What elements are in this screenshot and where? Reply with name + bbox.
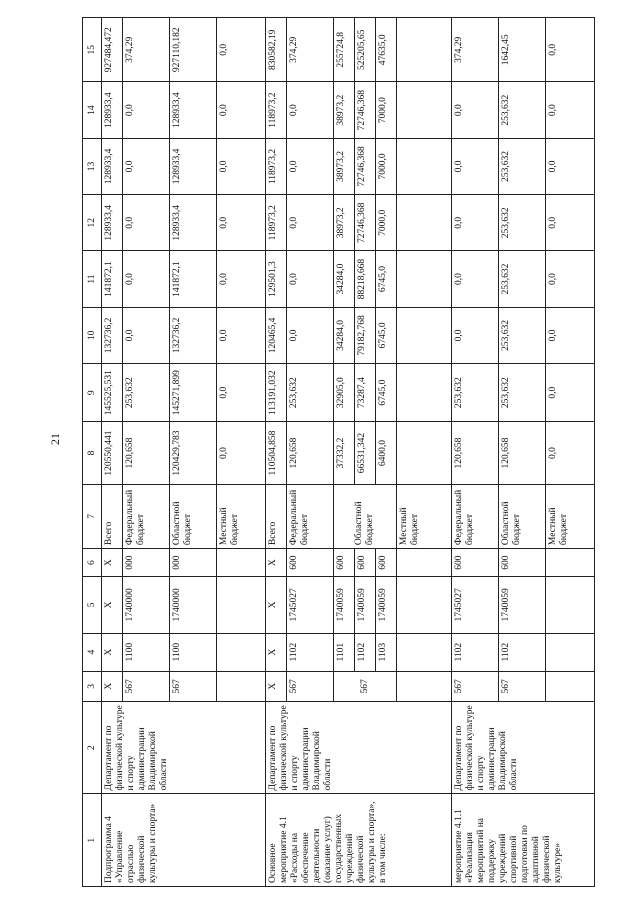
table-cell: 0,0 [217, 307, 266, 363]
table-cell: 0,0 [123, 307, 170, 363]
table-cell: 73287,4 [355, 364, 376, 422]
table-cell: 141872,1 [102, 251, 123, 307]
table-cell: 253,632 [499, 195, 546, 251]
table-cell: Местный бюджет [217, 484, 266, 548]
table-cell: 88218,668 [355, 251, 376, 307]
table-cell: 1103 [376, 633, 397, 671]
table-cell: 1740059 [499, 577, 546, 633]
program-name: мероприятие 4.1.1 «Реализация мероприятий на поддержку учреждений спортивной подготовки по адаптивной физической культуре» [452, 794, 595, 887]
table-cell [217, 633, 266, 671]
table-cell: 79182,768 [355, 307, 376, 363]
department-name: Департамент по физической культуре и спорту администрации Владимирской области [102, 701, 266, 794]
table-cell: 120,658 [499, 422, 546, 484]
table-cell: 6400,0 [376, 422, 397, 484]
table-cell: 0,0 [546, 138, 595, 194]
table-cell: 0,0 [546, 82, 595, 138]
rotated-table-wrapper [82, 17, 622, 887]
table-cell: 0,0 [546, 422, 595, 484]
table-cell: 132736,2 [170, 307, 217, 363]
table-cell: 1740059 [355, 577, 376, 633]
table-cell: 0,0 [123, 195, 170, 251]
table-cell: 118973,2 [266, 82, 287, 138]
table-cell: 72746,368 [355, 82, 376, 138]
header-cell: 2 [83, 701, 102, 794]
table-cell: 7000,0 [376, 138, 397, 194]
table-cell: 128933,4 [102, 82, 123, 138]
table-cell: 34284,0 [334, 251, 355, 307]
table-cell: 128933,4 [170, 195, 217, 251]
table-cell [397, 364, 452, 422]
table-cell: 374,29 [123, 18, 170, 82]
table-cell: 120465,4 [266, 307, 287, 363]
table-cell: 6745,0 [376, 364, 397, 422]
table-cell: 132736,2 [102, 307, 123, 363]
table-cell: 6745,0 [376, 251, 397, 307]
table-cell [546, 671, 595, 701]
table-cell: 128933,4 [170, 138, 217, 194]
table-cell [397, 577, 452, 633]
table-cell: 567 [170, 671, 217, 701]
table-cell: 253,632 [499, 307, 546, 363]
table-cell: 253,632 [499, 251, 546, 307]
table-cell: 253,632 [123, 364, 170, 422]
table-cell: 1101 [334, 633, 355, 671]
program-name: Основное мероприятие 4.1 «Расходы на обеспечение деятельности (оказание услуг) государственных учреждений физической культуры и спорта», в том числе: [266, 794, 452, 887]
header-cell: 12 [83, 195, 102, 251]
table-cell: 253,632 [499, 138, 546, 194]
header-cell: 15 [83, 18, 102, 82]
table-cell: 567 [123, 671, 170, 701]
table-cell: 145271,899 [170, 364, 217, 422]
table-cell: X [266, 671, 287, 701]
table-cell: X [102, 549, 123, 577]
table-cell: 0,0 [217, 138, 266, 194]
table-cell: 38973,2 [334, 138, 355, 194]
table-cell: 0,0 [546, 18, 595, 82]
table-cell: 000 [170, 549, 217, 577]
table-cell [546, 577, 595, 633]
table-cell: 0,0 [452, 82, 499, 138]
table-cell: Областной бюджет [334, 484, 397, 548]
table-cell [397, 251, 452, 307]
header-cell: 11 [83, 251, 102, 307]
table-cell: 6745,0 [376, 307, 397, 363]
table-cell: 72746,368 [355, 138, 376, 194]
table-cell: Областной бюджет [499, 484, 546, 548]
table-cell: 0,0 [217, 251, 266, 307]
table-cell: 110504,858 [266, 422, 287, 484]
table-cell: 128933,4 [102, 195, 123, 251]
table-cell: 0,0 [546, 364, 595, 422]
table-cell: 600 [499, 549, 546, 577]
table-cell: 1745027 [452, 577, 499, 633]
table-cell: 600 [355, 549, 376, 577]
page-number: 21 [48, 433, 62, 445]
header-cell: 8 [83, 422, 102, 484]
table-cell: 1100 [170, 633, 217, 671]
table-cell: 120,658 [123, 422, 170, 484]
table-cell: 255724,8 [334, 18, 355, 82]
table-cell: X [266, 633, 287, 671]
table-cell: 0,0 [287, 82, 334, 138]
table-cell: 1102 [499, 633, 546, 671]
table-cell: 37332,2 [334, 422, 355, 484]
table-cell: 120,658 [287, 422, 334, 484]
table-cell: 0,0 [546, 307, 595, 363]
header-cell: 1 [83, 794, 102, 887]
table-cell: 113191,032 [266, 364, 287, 422]
table-cell [546, 633, 595, 671]
table-cell [546, 549, 595, 577]
table-cell: 0,0 [217, 364, 266, 422]
table-cell: 1740059 [376, 577, 397, 633]
table-cell: Всего [266, 484, 287, 548]
table-cell [217, 549, 266, 577]
table-cell: 1102 [287, 633, 334, 671]
table-cell: 0,0 [452, 251, 499, 307]
table-cell: 118973,2 [266, 195, 287, 251]
table-cell: 0,0 [217, 195, 266, 251]
table-cell: 927110,182 [170, 18, 217, 82]
table-cell: 38973,2 [334, 195, 355, 251]
table-cell: X [102, 577, 123, 633]
header-cell: 4 [83, 633, 102, 671]
table-cell [397, 138, 452, 194]
table-cell: X [102, 633, 123, 671]
table-cell: 1740059 [334, 577, 355, 633]
table-cell: 830582,19 [266, 18, 287, 82]
table-cell [397, 195, 452, 251]
budget-table [82, 17, 595, 887]
table-cell: 0,0 [452, 138, 499, 194]
table-cell: X [102, 671, 123, 701]
table-cell: 1740000 [123, 577, 170, 633]
table-cell: 600 [376, 549, 397, 577]
table-cell: 7000,0 [376, 82, 397, 138]
table-cell [217, 577, 266, 633]
header-cell: 14 [83, 82, 102, 138]
table-cell: 0,0 [452, 195, 499, 251]
table-cell: 72746,368 [355, 195, 376, 251]
table-row [102, 18, 123, 887]
table-row [452, 18, 499, 887]
table-cell: 253,632 [287, 364, 334, 422]
program-name: Подпрограмма 4 «Управление отраслью физической культуры и спорта» [102, 794, 266, 887]
table-cell: 0,0 [217, 422, 266, 484]
table-cell: 1642,45 [499, 18, 546, 82]
table-cell: 7000,0 [376, 195, 397, 251]
table-cell [397, 422, 452, 484]
table-cell: 525205,65 [355, 18, 376, 82]
table-cell: 38973,2 [334, 82, 355, 138]
table-cell: 120429,783 [170, 422, 217, 484]
table-cell: X [266, 577, 287, 633]
table-cell: 0,0 [287, 307, 334, 363]
table-cell: 0,0 [287, 195, 334, 251]
table-cell [397, 633, 452, 671]
table-cell [397, 82, 452, 138]
table-cell: 600 [287, 549, 334, 577]
table-cell: Федеральный бюджет [452, 484, 499, 548]
header-cell: 10 [83, 307, 102, 363]
header-cell: 3 [83, 671, 102, 701]
table-cell: 0,0 [546, 251, 595, 307]
table-cell: 253,632 [452, 364, 499, 422]
table-cell: 0,0 [546, 195, 595, 251]
table-cell: 0,0 [123, 138, 170, 194]
table-cell: Областной бюджет [170, 484, 217, 548]
table-cell: 567 [499, 671, 546, 701]
table-cell: 34284,0 [334, 307, 355, 363]
table-cell [397, 307, 452, 363]
table-cell: 567 [334, 671, 397, 701]
table-cell: 118973,2 [266, 138, 287, 194]
table-cell: 600 [452, 549, 499, 577]
table-cell: 1102 [452, 633, 499, 671]
table-cell: 141872,1 [170, 251, 217, 307]
table-cell: 128933,4 [102, 138, 123, 194]
table-cell: 0,0 [123, 251, 170, 307]
table-cell: 1102 [355, 633, 376, 671]
table-row [266, 18, 287, 887]
header-cell: 13 [83, 138, 102, 194]
table-cell: 129501,3 [266, 251, 287, 307]
table-cell: Всего [102, 484, 123, 548]
table-cell: 253,632 [499, 364, 546, 422]
table-cell: 120,658 [452, 422, 499, 484]
header-cell: 7 [83, 484, 102, 548]
header-cell: 5 [83, 577, 102, 633]
table-cell: 927484,472 [102, 18, 123, 82]
table-cell: 567 [452, 671, 499, 701]
table-cell: 0,0 [287, 251, 334, 307]
table-cell [397, 549, 452, 577]
table-cell: 47635,0 [376, 18, 397, 82]
table-cell: 374,29 [452, 18, 499, 82]
header-cell: 9 [83, 364, 102, 422]
table-cell: Местный бюджет [397, 484, 452, 548]
table-cell: 567 [287, 671, 334, 701]
table-cell: Местный бюджет [546, 484, 595, 548]
table-cell: 253,632 [499, 82, 546, 138]
table-cell: 128933,4 [170, 82, 217, 138]
department-name: Департамент по физической культуре и спорту администрации Владимирской области [266, 701, 452, 794]
header-cell: 6 [83, 549, 102, 577]
table-cell: 66531,342 [355, 422, 376, 484]
table-cell: 600 [334, 549, 355, 577]
table-cell: Федеральный бюджет [123, 484, 170, 548]
table-cell: 1100 [123, 633, 170, 671]
table-cell: 374,29 [287, 18, 334, 82]
table-cell [397, 18, 452, 82]
table-cell: X [266, 549, 287, 577]
table-cell: 0,0 [123, 82, 170, 138]
department-name: Департамент по физической культуре и спорту администрации Владимирской области [452, 701, 595, 794]
table-cell: 0,0 [217, 18, 266, 82]
table-cell: 0,0 [287, 138, 334, 194]
header-row [83, 18, 102, 887]
table-cell: Федеральный бюджет [287, 484, 334, 548]
table-cell [397, 671, 452, 701]
table-cell: 120550,441 [102, 422, 123, 484]
table-cell [217, 671, 266, 701]
table-cell: 1740000 [170, 577, 217, 633]
table-cell: 000 [123, 549, 170, 577]
table-cell: 1745027 [287, 577, 334, 633]
table-cell: 0,0 [217, 82, 266, 138]
table-cell: 0,0 [452, 307, 499, 363]
table-cell: 145525,531 [102, 364, 123, 422]
table-cell: 32905,0 [334, 364, 355, 422]
